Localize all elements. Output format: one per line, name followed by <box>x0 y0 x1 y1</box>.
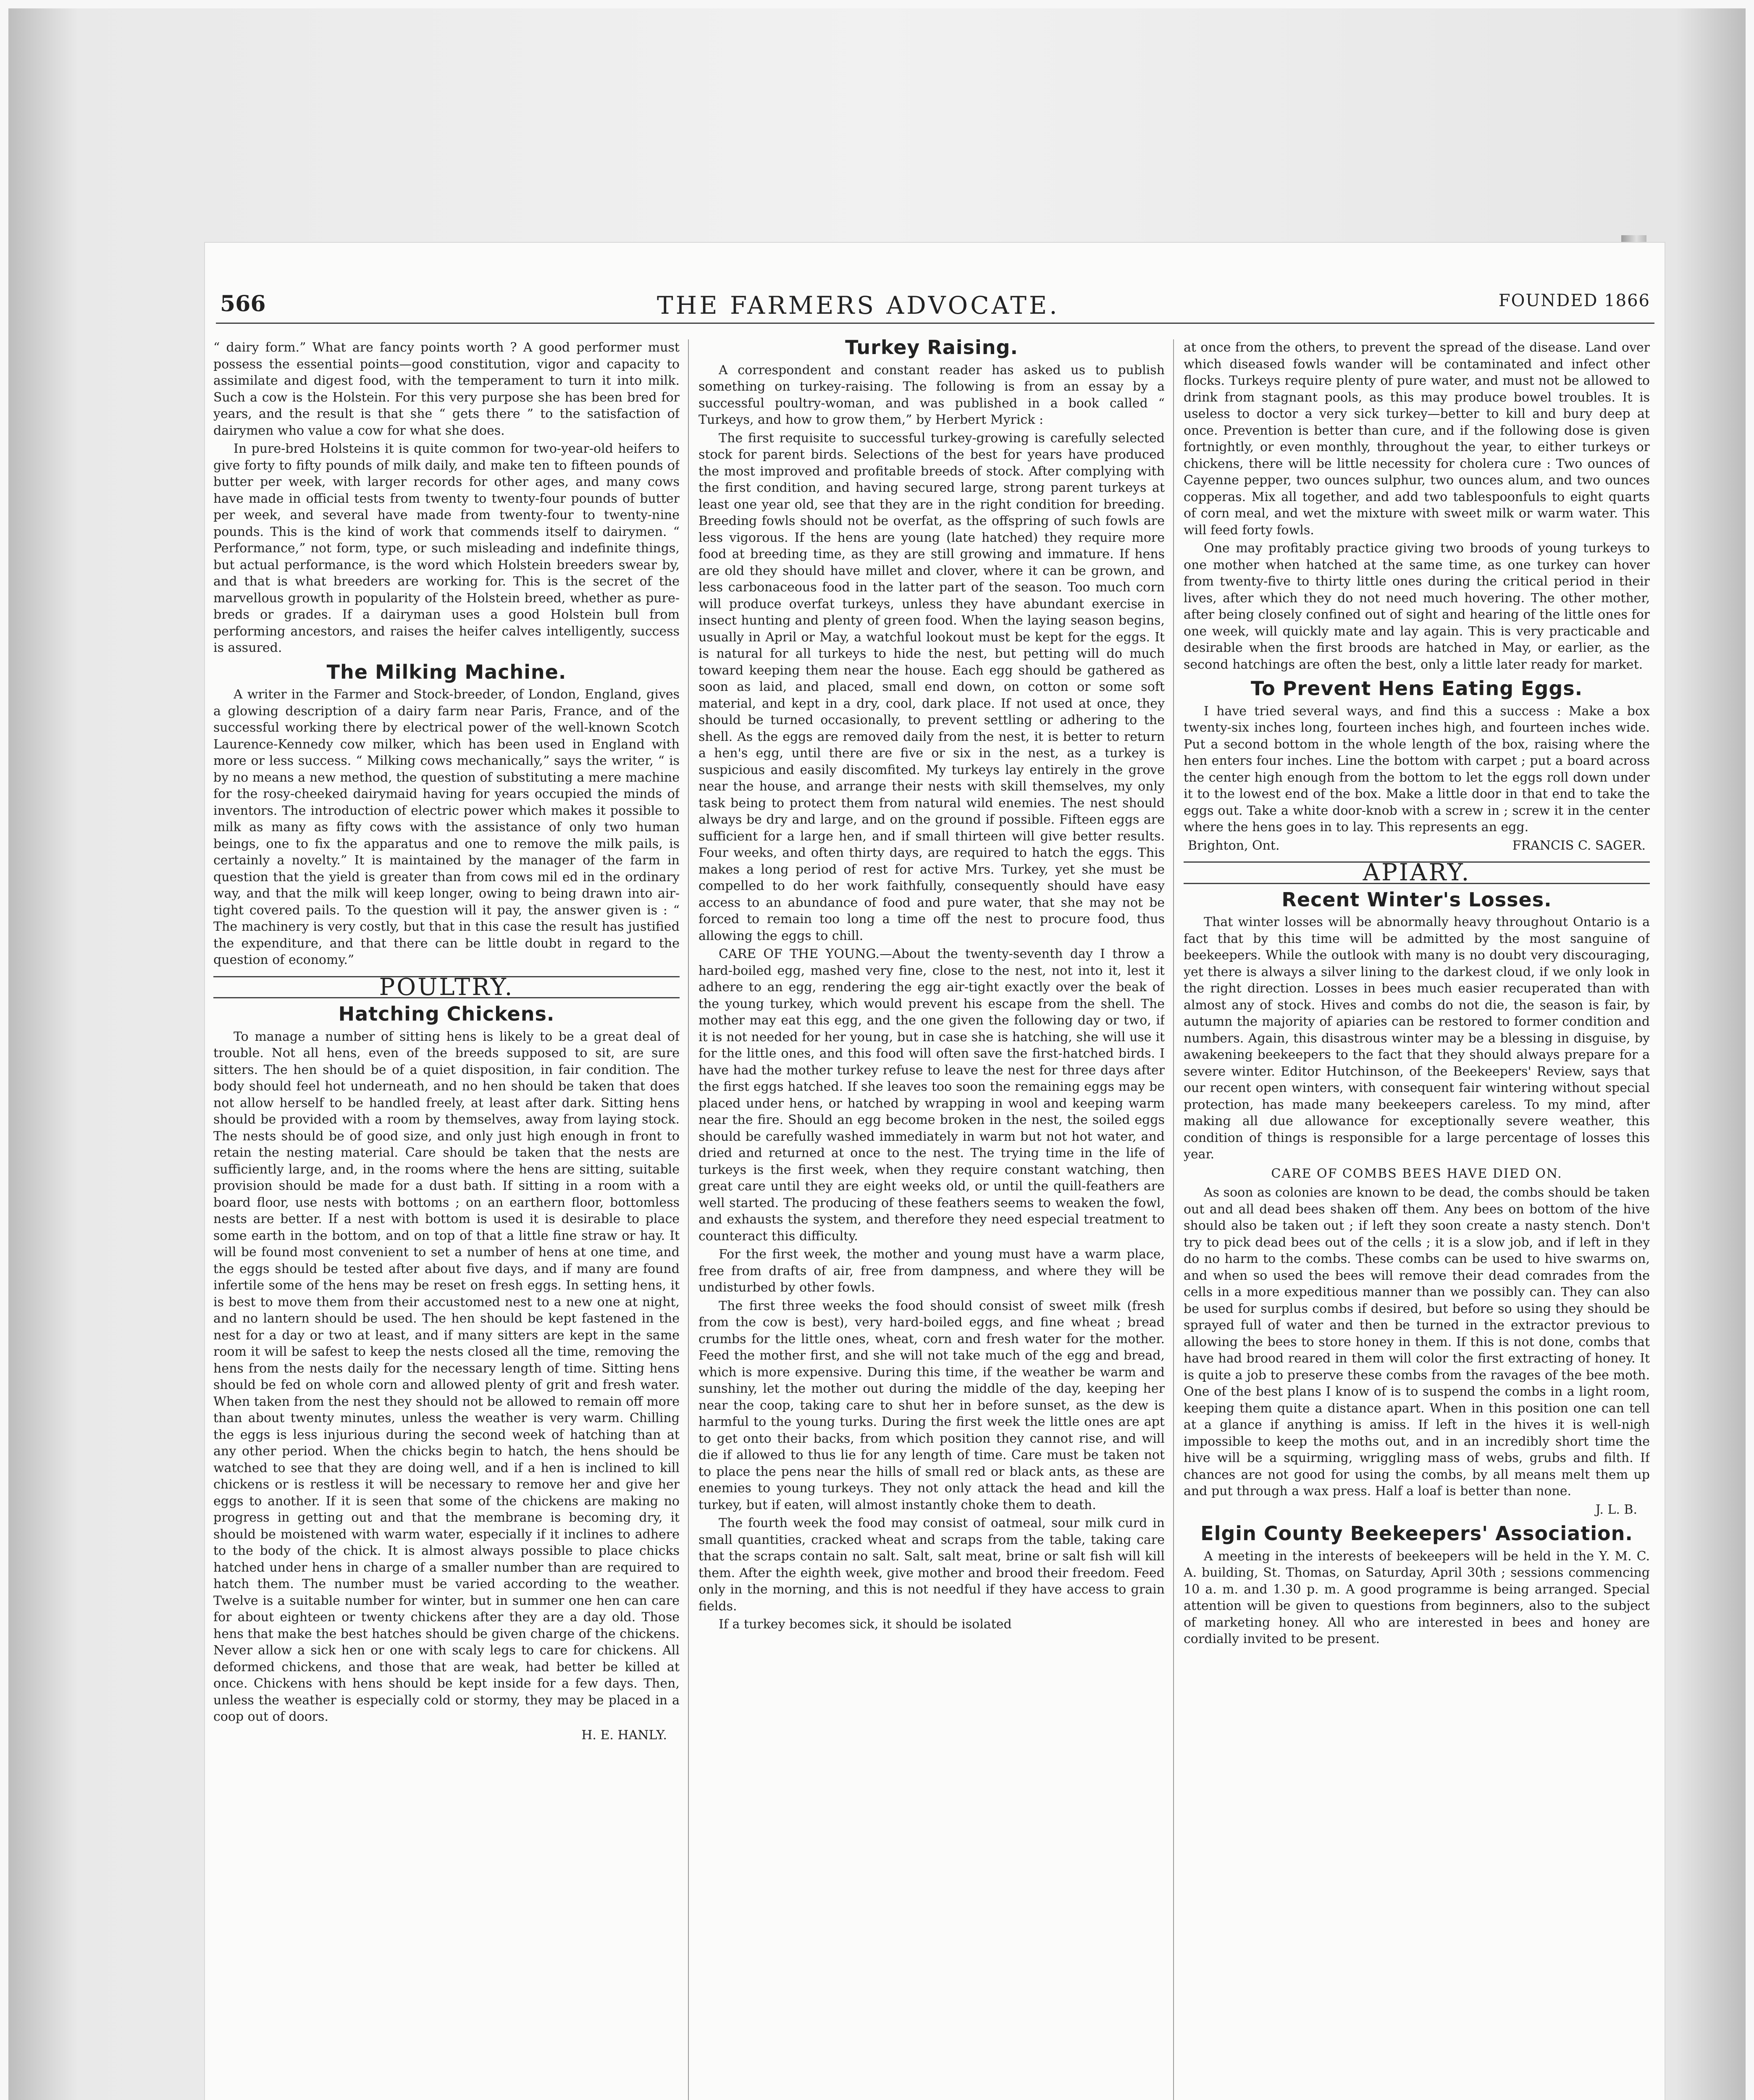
column-divider <box>688 339 689 2100</box>
author-signature <box>1188 837 1646 854</box>
page-header <box>216 287 1654 333</box>
article-paragraph: A meeting in the interests of beekeepers will be held in the Y. M. C. A. building, St. Thomas, on Saturday, April 30th ; sessions commencing 10 a. m. and 1.30 p. m. A good programme is being arranged. Special attention will be given to questions from beginners, also to the subject of marketing honey. All who are interested in bees and honey are cordially invited to be present. <box>1184 1549 1650 1646</box>
section-title: APIARY. <box>1184 861 1650 884</box>
article-paragraph: One may profitably practice giving two broods of young turkeys to one mother when hatched at the same time, as one turkey can hover from twenty-five to thirty little ones during the critical period in their lives, after which they do not need much hovering. The other mother, after being closely confined out of sight and hearing of the little ones for one week, will quickly mate and lay again. This is very practicable and desirable when the first broods are hatched in May, or earlier, as the second hatchings are often the best, only a little later ready for market. <box>1184 541 1650 672</box>
page-number: 566 <box>220 291 266 317</box>
article-paragraph: The first requisite to successful turkey-growing is carefully selected stock for parent birds. Selections of the best for years have produced the most improved and profitable breeds of stock. After complying with the first condition, and having secured large, strong parent turkeys at least one year old, see that they are in the right condition for breeding. Breeding fowls should not be overfat, as the offspring of such fowls are less vigorous. If the hens are young (late hatched) they require more food at breeding time, as they are still growing and immature. If hens are old they should have millet and clover, where it can be grown, and less carbonaceous food in the latter part of the season. Too much corn will produce overfat turkeys, unless they have abundant exercise in insect hunting and plenty of green food. When the laying season begins, usually in April or May, a watchful lookout must be kept for the eggs. It is natural for all turkeys to hide the nest, but petting will do much toward keeping them near the house. Each egg should be gathered as soon as laid, and placed, small end down, on cotton or some soft material, and kept in a dry, cool, dark place. If not used at once, they should be turned occasionally, to prevent settling or adhering to the shell. As the eggs are removed daily from the nest, it is better to return a hen's egg, until there are five or six in the nest, as a turkey is suspicious and easily discomfited. My turkeys lay entirely in the grove near the house, and arrange their nests with skill themselves, my only task being to protect them from natural wild enemies. The nest should always be dry and large, and on the ground if possible. Fifteen eggs are sufficient for a large hen, and if small thirteen will give better results. Four weeks, and often thirty days, are required to hatch the eggs. This makes a long period of rest for active Mrs. Turkey, yet she must be compelled to do her work faithfully, consequently should have easy access to an abundance of food and pure water, that she may not be forced to remain too long a time off the nest to procure food, thus allowing the eggs to chill. <box>698 430 1165 943</box>
article-paragraph: As soon as colonies are known to be dead, the combs should be taken out and all dead bees shaken off them. Any bees on bottom of the hive should also be taken out ; if left they soon create a nasty stench. Don't try to pick dead bees out of the cells ; it is a slow job, and if left in they do no harm to the combs. These combs can be used to hive swarms on, and when so used the bees will remove their dead comrades from the cells in a more expeditious manner than we possibly can. They can also be used for surplus combs if desired, but before so using they should be sprayed full of water and then be turned in the extractor previous to allowing the bees to store honey in them. If this is not done, combs that have had brood reared in them will color the first extracting of honey. It is quite a job to preserve these combs from the ravages of the bee moth. One of the best plans I know of is to suspend the combs in a light room, keeping them quite a distance apart. When in this position one can tell at a glance if anything is amiss. If left in the hives it is well-nigh impossible to keep the moths out, and in an incredibly short time the hive will be a squirming, wriggling mass of webs, grubs and filth. If chances are not good for using the combs, by all means melt them up and put through a wax press. Half a loaf is better than none. <box>1184 1185 1650 1499</box>
author-place: Brighton, Ont. <box>1188 838 1280 853</box>
column-divider <box>1173 339 1174 2100</box>
author-name: FRANCIS C. SAGER. <box>1512 838 1646 853</box>
article-paragraph: To manage a number of sitting hens is likely to be a great deal of trouble. Not all hens, even of the breeds supposed to sit, are sure sitters. The hen should be of a quiet disposition, in fair condition. The body should feel hot underneath, and no hen should be taken that does not allow herself to be handled freely, at least after dark. Sitting hens should be provided with a room by themselves, away from laying stock. The nests should be of good size, and only just high enough in front to retain the nesting material. Care should be taken that the nests are sufficiently large, and, in the rooms where the hens are sitting, suitable provision should be made for a dust bath. If sitting in a room with a board floor, use nests with bottoms ; on an earthern floor, bottomless nests are better. If a nest with bottom is used it is desirable to place some earth in the bottom, and on top of that a little fine straw or hay. It will be found most convenient to set a number of hens at one time, and the eggs should be tested after about five days, and if many are found infertile some of the hens may be reset on fresh eggs. In setting hens, it is best to move them from their accustomed nest to a new one at night, and no lantern should be used. The hen should be kept fastened in the nest for a day or two at least, and if many sitters are kept in the same room it will be safest to keep the nests closed all the time, removing the hens from the nests daily for the necessary length of time. Sitting hens should be fed on whole corn and allowed plenty of grit and fresh water. When taken from the nest they should not be allowed to remain off more than about twenty minutes, unless the weather is very warm. Chilling the eggs is less injurious during the second week of hatching than at any other period. When the chicks begin to hatch, the hens should be watched to see that they are doing well, and if a hen is inclined to kill chickens or is restless it will be necessary to remove her and give her eggs to another. If it is seen that some of the chickens are making no progress in getting out and that the membrane is becoming dry, it should be moistened with warm water, especially if it inclines to adhere to the body of the chick. It is almost always possible to place chicks hatched under hens in charge of a smaller number than are required to hatch them. The number must be varied according to the weather. Twelve is a suitable number for winter, but in summer one hen can care for about eighteen or twenty chickens after they are a day old. Those hens that make the best hatches should be given charge of the chickens. Never allow a sick hen or one with scaly legs to care for chickens. All deformed chickens, and those that are weak, had better be killed at once. Chickens with hens should be kept inside for a few days. Then, unless the weather is especially cold or stormy, they may be placed in a coop out of doors. <box>213 1029 680 1724</box>
article-paragraph: For the first week, the mother and young must have a warm place, free from drafts of air, free from dampness, and where they will be undisturbed by other fowls. <box>698 1247 1165 1295</box>
author-signature: J. L. B. <box>1595 1502 1637 1517</box>
article-heading: Recent Winter's Losses. <box>1281 888 1552 911</box>
author-signature: H. E. HANLY. <box>581 1727 667 1743</box>
publication-title: THE FARMERS ADVOCATE. <box>657 291 1060 320</box>
column-1 <box>213 339 680 2100</box>
founded-line: FOUNDED 1866 <box>1498 291 1650 310</box>
article-heading: The Milking Machine. <box>326 660 567 683</box>
article-paragraph: The first three weeks the food should consist of sweet milk (fresh from the cow is best), very hard-boiled eggs, and fine wheat ; bread crumbs for the little ones, wheat, corn and fresh water for the mother. Feed the mother first, and she will not take much of the egg and bread, which is more expensive. During this time, if the weather be warm and sunshiny, let the mother out during the middle of the day, keeping her near the coop, taking care to shut her in before sunset, as the dew is harmful to the young turks. During the first week the little ones are apt to get onto their backs, from which position they cannot rise, and will die if allowed to thus lie for any length of time. Care must be taken not to place the pens near the hills of small red or black ants, as these are enemies to young turkeys. They not only attack the head and kill the turkey, but if eaten, will almost instantly choke them to death. <box>698 1298 1165 1512</box>
article-paragraph: The fourth week the food may consist of oatmeal, sour milk curd in small quantities, cracked wheat and scraps from the table, taking care that the scraps contain no salt. Salt, salt meat, brine or salt fish will kill them. After the eighth week, give mother and brood their freedom. Feed only in the morning, and this is not needful if they have access to grain fields. <box>698 1516 1165 1614</box>
article-paragraph: I have tried several ways, and find this a success : Make a box twenty-six inches long, fourteen inches high, and fourteen inches wide. Put a second bottom in the whole length of the box, raising where the hen enters four inches. Line the bottom with carpet ; put a board across the center high enough from the bottom to let the eggs roll down under it to the lowest end of the box. Make a little door in that end to take the eggs out. Take a white door-knob with a screw in ; screw it in the center where the hens goes in to lay. This represents an egg. <box>1184 704 1650 835</box>
article-paragraph: “ dairy form.” What are fancy points worth ? A good performer must possess the essential points—good constitution, vigor and capacity to assimilate and digest food, with the temperament to turn it into milk. Such a cow is the Holstein. For this very purpose she has been bred for years, and the result is that she “ gets there ” to the satisfaction of dairymen who value a cow for what she does. <box>213 340 680 438</box>
article-paragraph: at once from the others, to prevent the spread of the disease. Land over which diseased fowls wander will be contaminated and infect other flocks. Turkeys require plenty of pure water, and must not be allowed to drink from stagnant pools, as this may produce bowel troubles. It is useless to doctor a very sick turkey—better to kill and bury deep at once. Prevention is better than cure, and if the following dose is given fortnightly, or even monthly, throughout the year, to either turkeys or chickens, there will be little necessity for cholera cure : Two ounces of Cayenne pepper, two ounces sulphur, two ounces alum, and two ounces copperas. Mix all together, and add two tablespoonfuls to eight quarts of corn meal, and wet the mixture with sweet milk or warm water. This will feed forty fowls. <box>1184 340 1650 538</box>
article-paragraph: That winter losses will be abnormally heavy throughout Ontario is a fact that by this time will be admitted by the most sanguine of beekeepers. While the outlook with many is no doubt very discouraging, yet there is always a silver lining to the darkest cloud, if we only look in the right direction. Losses in bees much easier recuperated than with almost any of stock. Hives and combs do not die, the season is fair, by autumn the majority of apiaries can be restored to former condition and numbers. Again, this disastrous winter may be a blessing in disguise, by awakening beekeepers to the fact that they should always prepare for a severe winter. Editor Hutchinson, of the Beekeepers' Review, says that our recent open winters, with consequent fair wintering without special protection, has made many beekeepers careless. To my mind, after making all due allowance for exceptionally severe weather, this condition of things is responsible for a large percentage of losses this year. <box>1184 915 1650 1162</box>
section-title: POULTRY. <box>213 976 680 999</box>
column-3 <box>1184 339 1650 2100</box>
article-paragraph: If a turkey becomes sick, it should be isolated <box>719 1617 1012 1632</box>
newspaper-page <box>205 243 1665 2100</box>
article-heading: Elgin County Beekeepers' Association. <box>1200 1522 1633 1545</box>
article-heading: To Prevent Hens Eating Eggs. <box>1250 677 1583 700</box>
article-paragraph: In pure-bred Holsteins it is quite common for two-year-old heifers to give forty to fifty pounds of milk daily, and make ten to fifteen pounds of butter per week, with larger records for other ages, and many cows have made in official tests from twenty to twenty-four pounds of butter per week, and several have made from twenty-four to twenty-nine pounds. This is the kind of work that commends itself to dairymen. “ Performance,” not form, type, or such misleading and indefinite things, but actual performance, is the word which Holstein breeders swear by, and that is what breeders are working for. This is the secret of the marvellous growth in popularity of the Holstein breed, whether as pure-breds or grades. If a dairyman uses a good Holstein bull from performing ancestors, and raises the heifer calves intelligently, success is assured. <box>213 441 680 655</box>
article-heading: Hatching Chickens. <box>338 1003 555 1025</box>
article-paragraph: A correspondent and constant reader has asked us to publish something on turkey-raising. The following is from an essay by a successful poultry-woman, and was published in a book called “ Turkeys, and how to grow them,” by Herbert Myrick : <box>698 362 1165 427</box>
header-rule <box>216 323 1654 324</box>
article-paragraph: CARE OF THE YOUNG.—About the twenty-seventh day I throw a hard-boiled egg, mashed very fine, close to the nest, not into it, lest it adhere to an egg, rendering the egg air-tight exactly over the beak of the young turkey, which would prevent his escape from the shell. The mother may eat this egg, and the one given the following day or two, if it is not needed for her young, but in case she is hatching, she will use it for the little ones, and this food will often save the first-hatched birds. I have had the mother turkey refuse to leave the nest for three days after the first eggs hatched. If she leaves too soon the remaining eggs may be placed under hens, or hatched by wrapping in wool and keeping warm near the fire. Should an egg become broken in the nest, the soiled eggs should be carefully washed immediately in warm but not hot water, and dried and returned at once to the nest. The trying time in the life of turkeys is the first week, when they require constant watching, then great care until they are eight weeks old, or until the quill-feathers are well started. The producing of these feathers seems to weaken the fowl, and exhausts the system, and therefore they need especial treatment to counteract this difficulty. <box>698 947 1165 1244</box>
article-paragraph: A writer in the Farmer and Stock-breeder, of London, England, gives a glowing description of a dairy farm near Paris, France, and of the successful working there by electrical power of the well-known Scotch Laurence-Kennedy cow milker, which has been used in England with more or less success. “ Milking cows mechanically,” says the writer, “ is by no means a new method, the question of substituting a mere machine for the rosy-cheeked dairymaid having for years occupied the minds of inventors. The introduction of electric power which makes it possible to milk as many as fifty cows with the assistance of only two human beings, one to fix the apparatus and one to remove the milk pails, is certainly a novelty.” It is maintained by the manager of the farm in question that the yield is greater than from cows mil ed in the ordinary way, and that the milk will keep longer, owing to being drawn into air-tight covered pails. To the question will it pay, the answer given is : “ The machinery is very costly, but that in this case the result has justified the expenditure, and that there can be little doubt in regard to the question of economy.” <box>213 687 680 967</box>
article-subheading: CARE OF COMBS BEES HAVE DIED ON. <box>1271 1166 1562 1181</box>
article-heading: Turkey Raising. <box>845 339 1018 359</box>
column-2 <box>698 339 1165 2100</box>
